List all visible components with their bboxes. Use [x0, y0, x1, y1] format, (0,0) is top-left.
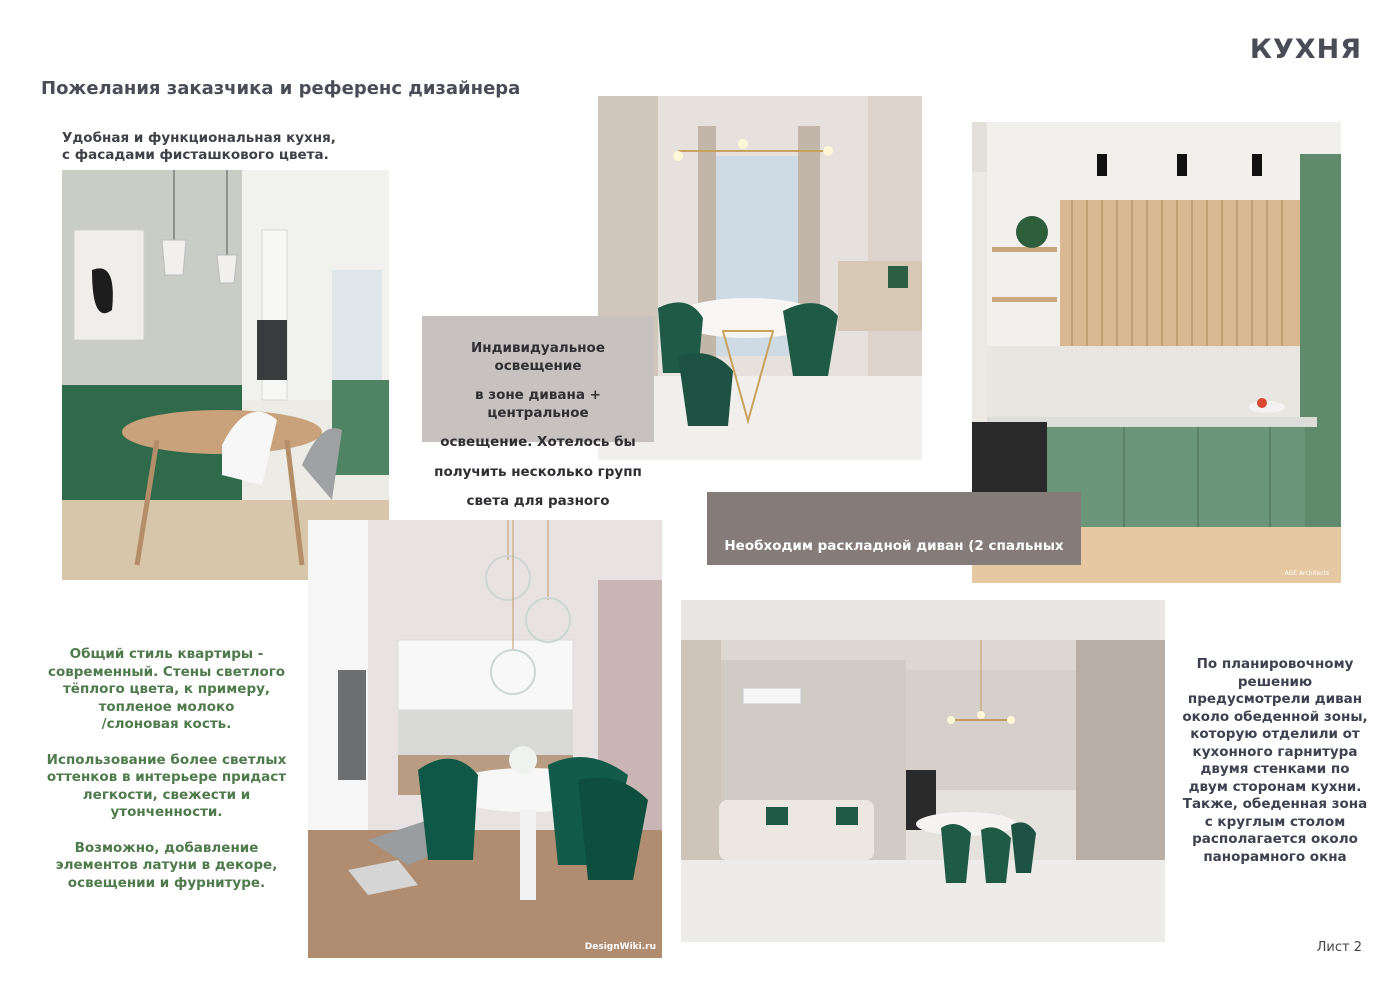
note-line: освещении и фурнитуре. — [67, 874, 266, 891]
page-subtitle: Пожелания заказчика и референс дизайнера — [41, 78, 521, 99]
page-title: КУХНЯ — [1249, 34, 1362, 65]
note-line: места), если останутся гости — [781, 578, 1007, 595]
note-line: с фасадами фисташкового цвета. — [62, 147, 329, 163]
note-line: панорамного окна — [1203, 848, 1347, 865]
note-spacer — [40, 822, 293, 840]
note-layout — [1180, 656, 1370, 866]
note-line: Удобная и функциональная кухня, — [62, 130, 336, 146]
photo-watermark: AGE Architects — [1284, 570, 1329, 577]
note-line: По планировочному — [1196, 656, 1354, 672]
note-line: двумя стенками по — [1200, 761, 1350, 777]
note-line: Общий стиль квартиры - — [69, 646, 264, 662]
note-lighting-box — [422, 316, 654, 509]
note-line: Использование более светлых — [46, 751, 287, 768]
note-sofa-box — [707, 492, 1081, 595]
note-line: элементов латуни в декоре, — [55, 857, 278, 874]
photo-green-kitchen-sofa — [62, 170, 389, 580]
note-line: Индивидуальное освещение — [471, 340, 605, 374]
note-line: оттенков в интерьере придаст — [46, 769, 287, 786]
note-line: утонченности. — [110, 804, 223, 821]
note-line: топленое молоко — [98, 698, 235, 715]
note-line: располагается около — [1192, 831, 1358, 847]
note-line: в зоне дивана + центральное — [474, 387, 601, 421]
note-line: света для разного — [466, 493, 610, 509]
note-line: которую отделили от — [1190, 726, 1360, 742]
note-line: решению — [1237, 673, 1313, 690]
note-facades — [62, 130, 336, 164]
note-spacer — [40, 734, 293, 752]
note-line: получить несколько групп — [434, 463, 642, 480]
note-line: освещение. Хотелось бы — [440, 434, 636, 450]
note-line: тёплого цвета, к примеру, — [62, 681, 271, 698]
photo-white-kitchen-velvet-chairs — [308, 520, 662, 958]
note-line: Также, обеденная зона — [1182, 796, 1368, 812]
note-line: кухонного гарнитура — [1192, 743, 1358, 760]
note-line: двум сторонам кухни. — [1188, 778, 1362, 795]
photo-living-dining-kitchen — [681, 600, 1165, 942]
note-line: предусмотрели диван — [1187, 691, 1363, 707]
note-line: Возможно, добавление — [74, 839, 259, 856]
note-line: /слоновая кость. — [101, 716, 232, 733]
note-line: легкости, свежести и — [82, 786, 251, 803]
note-line: около обеденной зоны, — [1182, 708, 1368, 725]
page-number: Лист 2 — [1316, 940, 1362, 955]
note-style — [40, 646, 293, 892]
note-line: с круглым столом — [1204, 813, 1346, 830]
note-line: Необходим раскладной диван (2 спальных — [724, 538, 1064, 554]
photo-watermark: DesignWiki.ru — [584, 942, 656, 952]
note-line: современный. Стены светлого — [47, 663, 286, 680]
